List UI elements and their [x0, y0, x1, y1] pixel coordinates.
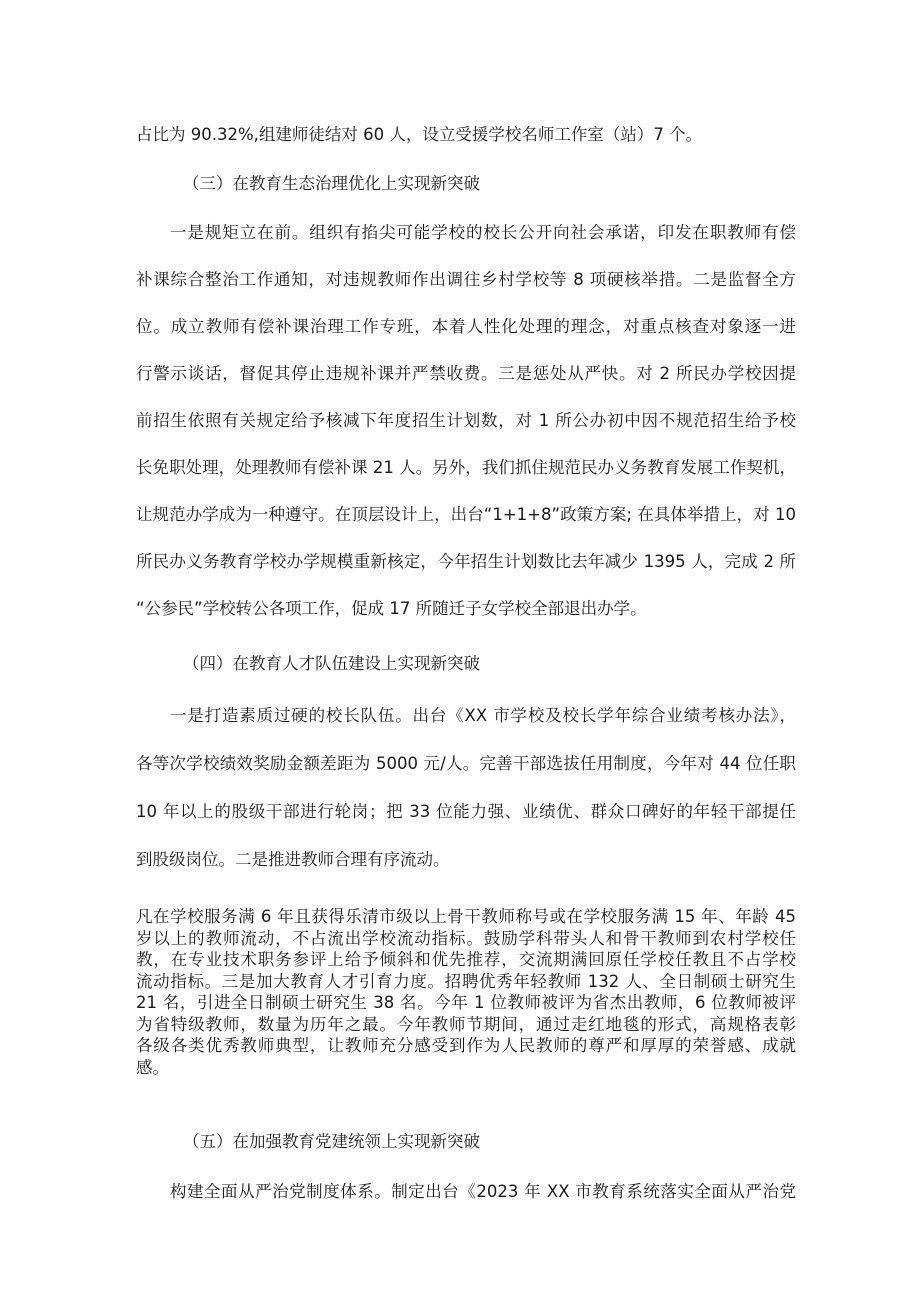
- paragraph-line: 教，在专业技术职务参评上给予倾斜和优先推荐，交流期满回原任学校任教且不占学校: [136, 950, 796, 969]
- section-heading-5: （五）在加强教育党建统领上实现新突破: [183, 1132, 480, 1151]
- paragraph-line: 补课综合整治工作通知，对违规教师作出调往乡村学校等 8 项硬核举措。二是监督全方: [136, 270, 796, 289]
- paragraph-line: 位。成立教师有偿补课治理工作专班，本着人性化处理的理念，对重点核查对象逐一进: [136, 317, 796, 336]
- section-heading-3: （三）在教育生态治理优化上实现新突破: [183, 174, 480, 193]
- paragraph-line: 一是规矩立在前。组织有掐尖可能学校的校长公开向社会承诺，印发在职教师有偿: [170, 223, 796, 242]
- paragraph-line: 让规范办学成为一种遵守。在顶层设计上，出台“1+1+8”政策方案; 在具体举措上，对 10: [136, 505, 796, 524]
- paragraph-line: 前招生依照有关规定给予核减下年度招生计划数，对 1 所公办初中因不规范招生给予校: [136, 411, 796, 430]
- paragraph-dense: [136, 906, 796, 1078]
- paragraph-line: 行警示谈话，督促其停止违规补课并严禁收费。三是惩处从严快。对 2 所民办学校因提: [136, 364, 796, 383]
- paragraph-line: 岁以上的教师流动，不占流出学校流动指标。鼓励学科带头人和骨干教师到农村学校任: [136, 928, 796, 948]
- paragraph-line: 所民办义务教育学校办学规模重新核定，今年招生计划数比去年减少 1395 人，完成 2 所: [136, 552, 796, 571]
- paragraph-line: 流动指标。三是加大教育人才引育力度。招聘优秀年轻教师 132 人、全日制硕士研究生: [136, 971, 796, 991]
- paragraph-line: 各级各类优秀教师典型，让教师充分感受到作为人民教师的尊严和厚厚的荣誉感、成就: [136, 1036, 796, 1055]
- paragraph-line: 各等次学校绩效奖励金额差距为 5000 元/人。完善干部选拔任用制度，今年对 44 位任职: [136, 754, 796, 773]
- paragraph-line: 为省特级教师，数量为历年之最。今年教师节期间，通过走红地毯的形式，高规格表彰: [136, 1014, 796, 1034]
- paragraph-line: 到股级岗位。二是推进教师合理有序流动。: [136, 850, 450, 869]
- section-heading-4: （四）在教育人才队伍建设上实现新突破: [183, 654, 480, 673]
- paragraph-line: 一是打造素质过硬的校长队伍。出台《XX 市学校及校长学年综合业绩考核办法》，: [170, 706, 796, 725]
- paragraph-line: 10 年以上的股级干部进行轮岗；把 33 位能力强、业绩优、群众口碑好的年轻干部提任: [136, 802, 796, 821]
- paragraph-line: 长免职处理，处理教师有偿补课 21 人。另外，我们抓住规范民办义务教育发展工作契机，: [136, 458, 796, 477]
- paragraph-line: 占比为 90.32%,组建师徒结对 60 人，设立受援学校名师工作室（站）7 个。: [136, 125, 703, 144]
- paragraph-line: 感。: [136, 1057, 169, 1077]
- paragraph-line: 构建全面从严治党制度体系。制定出台《2023 年 XX 市教育系统落实全面从严治党: [170, 1182, 796, 1201]
- paragraph-line: 21 名，引进全日制硕士研究生 38 名。今年 1 位教师被评为省杰出教师，6 位教师被评: [136, 993, 796, 1012]
- paragraph-line: “公参民”学校转公各项工作，促成 17 所随迁子女学校全部退出办学。: [136, 599, 647, 618]
- paragraph-line: 凡在学校服务满 6 年且获得乐清市级以上骨干教师称号或在学校服务满 15 年、年龄 45: [136, 907, 796, 926]
